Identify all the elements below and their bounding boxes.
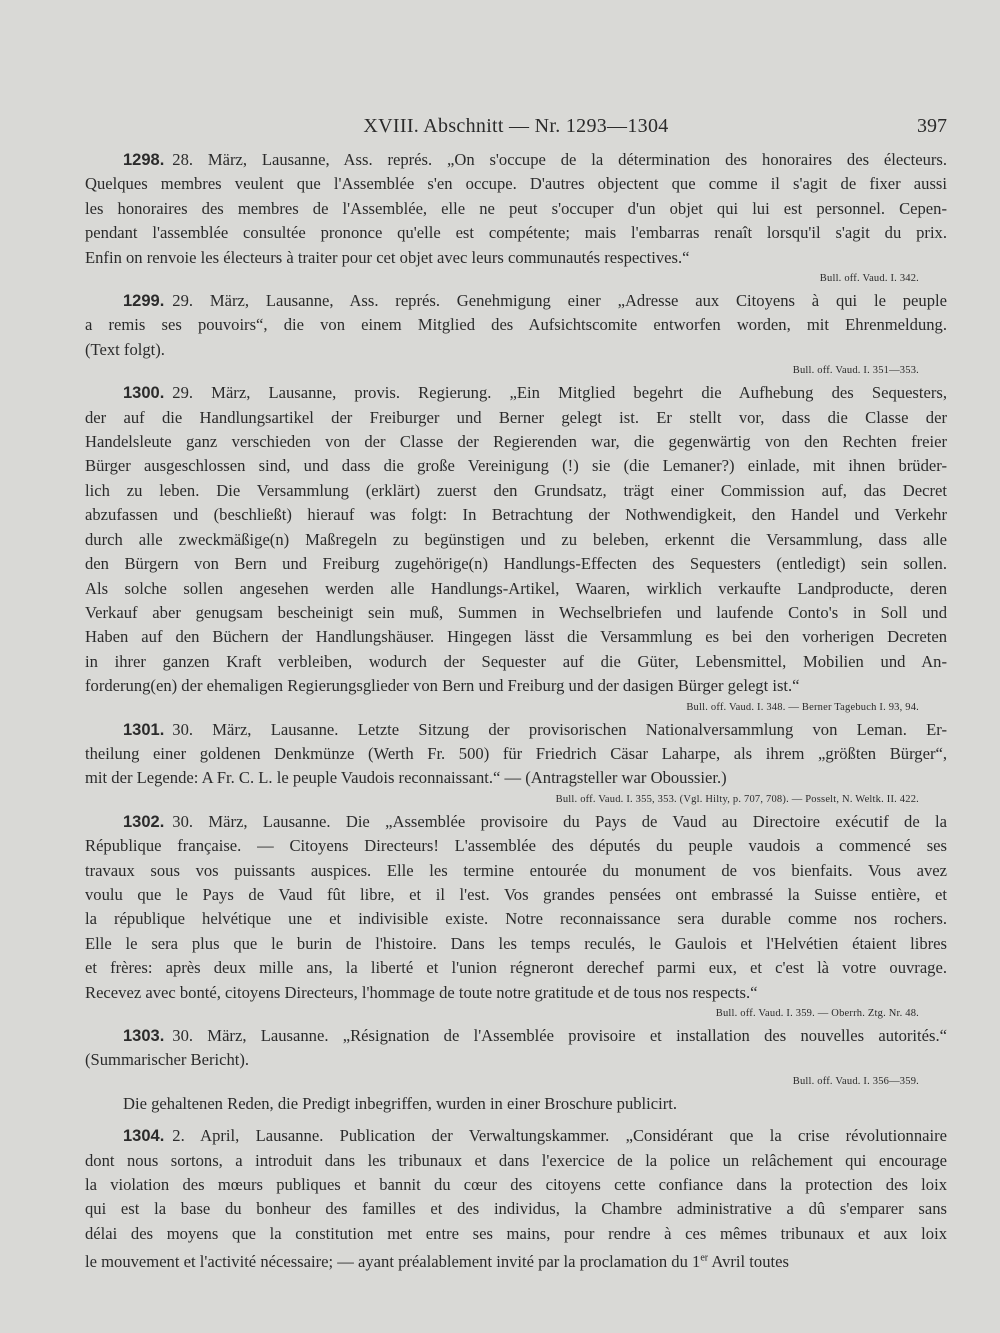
entry-text: a remis ses pouvoirs“, die von einem Mitglied des Aufsichtscomite entworfen worden, mit Ehrenmeldung.: [85, 315, 947, 335]
entry-text: (Summarischer Bericht).: [85, 1050, 250, 1070]
entry-1304: [85, 1124, 947, 1274]
source-citation: Bull. off. Vaud. I. 356—359.: [792, 1075, 919, 1087]
entry-text: Haben auf den Büchern der Handlungshäuser. Hingegen lässt die Versammlung es bei den vorherigen Decreten: [85, 627, 947, 647]
entry-line: [85, 313, 947, 337]
entry-text: Enfin on renvoie les électeurs à traiter pour cet objet avec leurs communautés respectives.“: [85, 247, 690, 267]
entry-first-line: [85, 718, 947, 742]
entry-line: [85, 601, 947, 625]
entry-note: Die gehaltenen Reden, die Predigt inbegriffen, wurden in einer Broschure publicirt.: [123, 1093, 678, 1113]
entry-line: [85, 883, 947, 907]
entry-line: [85, 859, 947, 883]
entry-line: [85, 1149, 947, 1173]
entry-line: [85, 1048, 947, 1072]
entry-1299: [85, 289, 947, 377]
entry-text: der auf die Handlungsartikel der Freiburger und Berner gelegt ist. Er stellt vor, dass die Classe der: [85, 407, 947, 427]
entry-text: mit der Legende: A Fr. C. L. le peuple Vaudois reconnaissant.“ — (Antragsteller war Oboussier.): [85, 768, 727, 788]
entry-text: et frères: après deux mille ans, la liberté et l'union régneront derechef parmi eux, et c'est là votre ouvrage.: [85, 958, 947, 978]
entry-text: 29. März, Lausanne, provis. Regierung. „Ein Mitglied begehrt die Aufhebung des Sequesters,: [172, 383, 947, 403]
entry-text: travaux sous vos puissants auspices. Elle les termine entourée du monument de vos bienfaits. Vous avez: [85, 860, 947, 880]
entry-first-line: [85, 810, 947, 834]
section-title: XVIII. Abschnitt — Nr. 1293—1304: [363, 115, 669, 137]
entry-first-line: [85, 381, 947, 405]
entry-1300: [85, 381, 947, 713]
entry-number: 1302.: [123, 812, 165, 831]
entry-line: [85, 577, 947, 601]
entry-text: forderung(en) der ehemaligen Regierungsglieder von Bern und Freiburg und der dasigen Bürger gelegt ist.“: [85, 676, 800, 696]
entry-line: [85, 246, 947, 270]
entry-line: [85, 834, 947, 858]
entry-text: voulu que le Pays de Vaud fût libre, et il l'est. Vos grandes pensées ont embrassé la Suisse entière, et: [85, 884, 947, 904]
entry-line: [85, 406, 947, 430]
entry-text: 30. März, Lausanne. „Résignation de l'Assemblée provisoire et installation des nouvelles autorités.“: [172, 1026, 947, 1045]
entry-text: qui est la base du bonheur des familles et des individus, la Chambre administrative a dû s'emparer sans: [85, 1199, 947, 1219]
entry-line: [85, 1173, 947, 1197]
entry-first-line: [85, 1024, 947, 1048]
entry-text: Handelsleute ganz verschieden von der Classe der Regierenden war, die gegenwärtig von den Rechten freier: [85, 432, 947, 452]
entry-line: [85, 1197, 947, 1221]
entry-text: les honoraires des membres de l'Assemblée, elle ne peut s'occuper d'un objet qui lui est personnel. Cepen-: [85, 198, 947, 218]
entry-line: [85, 197, 947, 221]
entry-first-line: [85, 148, 947, 172]
entry-line: [85, 454, 947, 478]
entry-text: Recevez avec bonté, citoyens Directeurs, l'hommage de toute notre gratitude et de tous nos respects.“: [85, 982, 758, 1002]
entry-number: 1298.: [123, 151, 165, 169]
entry-text: 2. April, Lausanne. Publication der Verwaltungskammer. „Considérant que la crise révolutionnaire: [172, 1126, 947, 1146]
entry-text: in ihrer ganzen Kraft verbleiben, wodurch der Sequester auf die Güter, Lebensmittel, Mobilien und An-: [85, 651, 947, 671]
entry-text: durch alle zweckmäßige(n) Maßregeln zu begünstigen und zu beleben, erkennt die Versammlung, dass alle: [85, 529, 947, 549]
entry-text: Verkauf aber genugsam bescheinigt sein muß, Summen in Wechselbriefen und laufende Conto's in Soll und: [85, 602, 947, 622]
entry-text: lich zu leben. Die Versammlung (erklärt) zuerst den Grundsatz, trägt einer Commission auf, das Decret: [85, 480, 947, 500]
entry-number: 1303.: [123, 1027, 165, 1045]
page-number: 397: [917, 115, 947, 137]
entry-line: [85, 766, 947, 790]
entry-text: 30. März, Lausanne. Die „Assemblée provisoire du Pays de Vaud au Directoire exécutif de la: [172, 811, 947, 831]
entry-text: la république helvétique une et indivisible existe. Notre reconnaissance sera durable comme nos rochers.: [85, 909, 947, 929]
entry-line: [85, 221, 947, 245]
entry-number: 1304.: [123, 1127, 165, 1146]
entry-text: theilung einer goldenen Denkmünze (Werth Fr. 500) für Friedrich Cäsar Laharpe, als ihrem „größten Bürger“,: [85, 743, 947, 763]
entry-line: [85, 1222, 947, 1246]
source-citation: Bull. off. Vaud. I. 342.: [819, 273, 919, 285]
source-citation: Bull. off. Vaud. I. 348. — Berner Tagebuch I. 93, 94.: [686, 701, 919, 713]
entry-1298: [85, 148, 947, 285]
entry-text: la violation des mœurs publiques et bannit du cœur des citoyens cette confiance dans la protection des loix: [85, 1175, 947, 1195]
entry-line: [85, 479, 947, 503]
running-header: [85, 115, 947, 141]
entry-text: Quelques membres veulent que l'Assemblée s'en occupe. D'autres objectent que comme il s'agit de fixer aussi: [85, 174, 947, 194]
entry-line: [85, 172, 947, 196]
entry-line: [85, 932, 947, 956]
document-body: [85, 148, 947, 1274]
entry-line: [85, 907, 947, 931]
entry-text: Als solche sollen angesehen werden alle Handlungs-Artikel, Waaren, wirklich verkaufte Landproducte, deren: [85, 578, 947, 598]
entry-line: [85, 552, 947, 576]
source-citation: Bull. off. Vaud. I. 355, 353. (Vgl. Hilty, p. 707, 708). — Posselt, N. Weltk. II. 422.: [555, 793, 919, 805]
entry-number: 1299.: [123, 292, 165, 311]
entry-line: [85, 430, 947, 454]
entry-line: [85, 674, 947, 698]
entry-text: Elle le sera plus que le burin de l'histoire. Dans les temps reculés, le Gaulois et l'Helvétien étaient libres: [85, 933, 947, 953]
entry-line: [85, 650, 947, 674]
entry-line: [85, 742, 947, 766]
entry-number: 1300.: [123, 384, 165, 403]
entry-text: 28. März, Lausanne, Ass. représ. „On s'occupe de la détermination des honoraires des électeurs.: [172, 150, 947, 169]
entry-line: [85, 528, 947, 552]
entry-1302: [85, 810, 947, 1020]
entry-text: pendant l'assemblée consultée prononce qu'elle est compétente; mais l'embarras renaît lorsqu'il s'agit du prix.: [85, 223, 947, 243]
entry-text: dont nous sortons, a introduit dans les tribunaux et dans l'exercice de la police un relâchement qui encourage: [85, 1150, 947, 1170]
entry-text: le mouvement et l'activité nécessaire; — ayant préalablement invité par la proclamation du 1er Avril toutes: [85, 1251, 789, 1271]
entry-1301: [85, 718, 947, 806]
entry-line: [85, 956, 947, 980]
source-citation: Bull. off. Vaud. I. 351—353.: [792, 365, 919, 377]
entry-number: 1301.: [123, 720, 165, 739]
entry-text: (Text folgt).: [85, 339, 165, 359]
entry-first-line: [85, 1124, 947, 1148]
entry-text: 29. März, Lausanne, Ass. représ. Genehmigung einer „Adresse aux Citoyens à qui le peuple: [172, 291, 947, 311]
entry-first-line: [85, 289, 947, 313]
entry-text: délai des moyens que la constitution met entre ses mains, pour rendre à ces mêmes tribunaux et aux loix: [85, 1223, 947, 1243]
entry-text: abzufassen und (beschließt) hierauf was folgt: In Betrachtung der Nothwendigkeit, den Handel und Verkehr: [85, 505, 947, 525]
source-citation: Bull. off. Vaud. I. 359. — Oberrh. Ztg. Nr. 48.: [715, 1008, 919, 1019]
entry-line: [85, 1246, 947, 1274]
entry-text: République française. — Citoyens Directeurs! L'assemblée des députés du peuple vaudois a commencé ses: [85, 836, 947, 856]
entry-line: [85, 981, 947, 1005]
entry-line: [85, 503, 947, 527]
entry-text: 30. März, Lausanne. Letzte Sitzung der provisorischen Nationalversammlung von Leman. Er-: [172, 719, 947, 739]
entry-line: [85, 625, 947, 649]
entry-line: [85, 338, 947, 362]
entry-text: Bürger ausgeschlossen sind, und dass die große Vereinigung (!) sie (die Lemaner?) einlade, mit ihnen brüder-: [85, 456, 947, 476]
entry-1303: [85, 1024, 947, 1116]
entry-text: den Bürgern von Bern und Freiburg zugehörige(n) Handlungs-Effecten des Sequesters (entledigt) sein sollen.: [85, 554, 947, 574]
